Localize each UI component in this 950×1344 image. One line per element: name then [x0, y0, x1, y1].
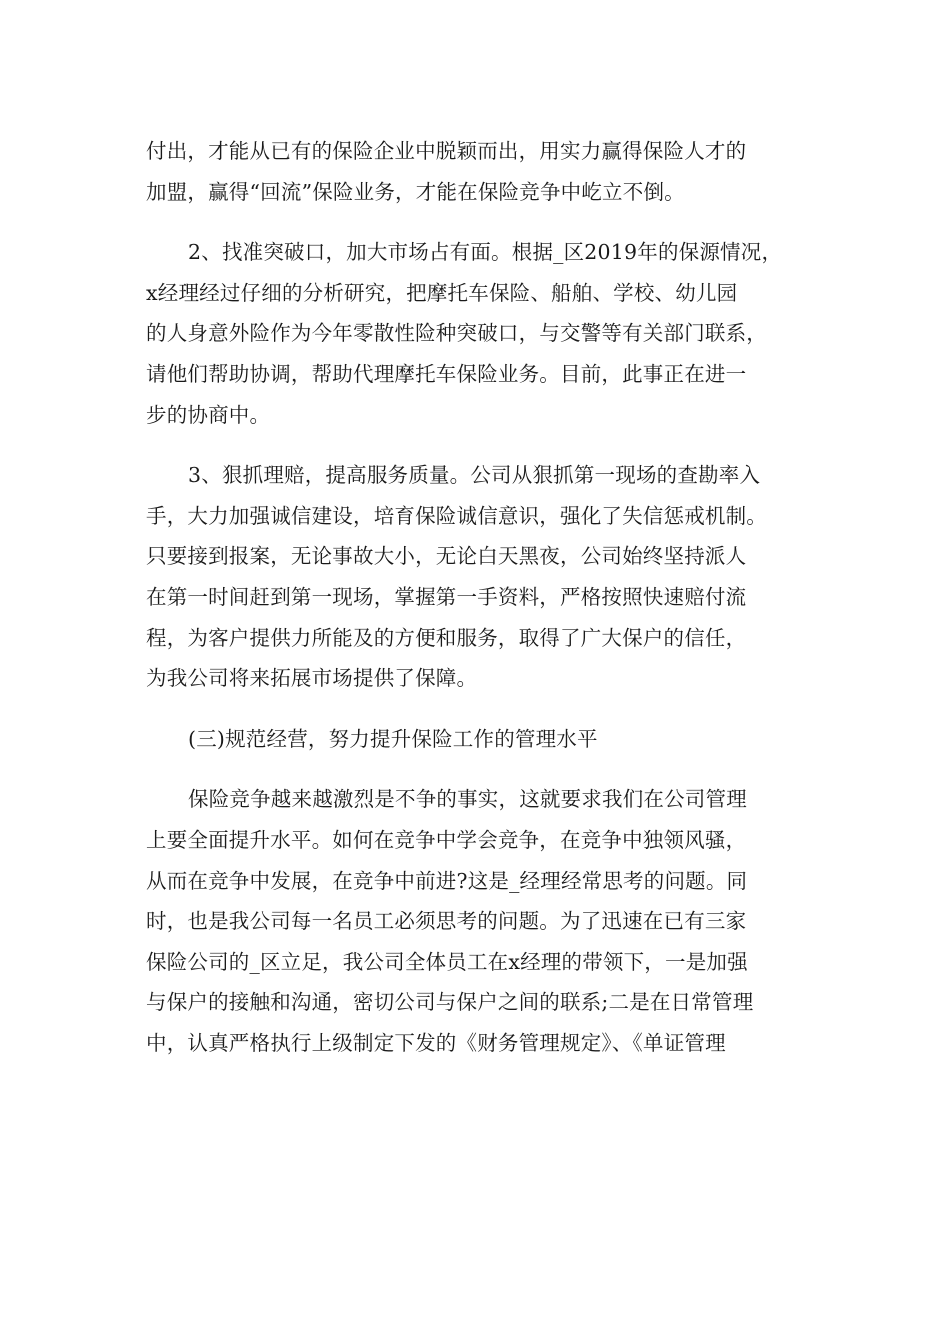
text-line: 只要接到报案，无论事故大小，无论白天黑夜，公司始终坚持派人 — [146, 544, 747, 569]
text-line: 请他们帮助协调，帮助代理摩托车保险业务。目前，此事正在进一 — [146, 361, 747, 386]
text-line: 的人身意外险作为今年零散性险种突破口，与交警等有关部门联系， — [146, 321, 767, 346]
text-line: 3、狠抓理赔，提高服务质量。公司从狠抓第一现场的查勘率入 — [188, 463, 761, 488]
text-line: x经理经过仔细的分析研究，把摩托车保险、船舶、学校、幼儿园 — [146, 280, 738, 305]
paragraph — [146, 131, 806, 212]
text-line: 付出，才能从已有的保险企业中脱颖而出，用实力赢得保险人才的 — [146, 139, 747, 163]
text-line: 步的协商中。 — [146, 402, 271, 427]
text-line: (三)规范经营，努力提升保险工作的管理水平 — [188, 726, 598, 751]
text-line: 与保户的接触和沟通，密切公司与保户之间的联系;二是在日常管理 — [146, 990, 754, 1015]
text-line: 为我公司将来拓展市场提供了保障。 — [146, 666, 478, 691]
document-body — [146, 131, 806, 1063]
text-line: 手，大力加强诚信建设，培育保险诚信意识，强化了失信惩戒机制。 — [146, 503, 767, 528]
text-line: 从而在竞争中发展，在竞争中前进?这是_经理经常思考的问题。同 — [146, 868, 748, 893]
text-line: 2、找准突破口，加大市场占有面。根据_区2019年的保源情况， — [188, 240, 783, 265]
text-line: 中，认真严格执行上级制定下发的《财务管理规定》、《单证管理 — [146, 1030, 726, 1055]
paragraph — [146, 455, 806, 699]
text-line: 上要全面提升水平。如何在竞争中学会竞争，在竞争中独领风骚， — [146, 827, 747, 852]
text-line: 在第一时间赶到第一现场，掌握第一手资料，严格按照快速赔付流 — [146, 584, 747, 609]
text-line: 保险竞争越来越激烈是不争的事实，这就要求我们在公司管理 — [188, 787, 747, 812]
section-heading — [146, 719, 806, 760]
text-line: 加盟，赢得“回流”保险业务，才能在保险竞争中屹立不倒。 — [146, 179, 685, 204]
paragraph — [146, 232, 806, 435]
text-line: 保险公司的_区立足，我公司全体员工在x经理的带领下，一是加强 — [146, 949, 748, 974]
paragraph — [146, 779, 806, 1063]
text-line: 时，也是我公司每一名员工必须思考的问题。为了迅速在已有三家 — [146, 909, 747, 934]
text-line: 程，为客户提供力所能及的方便和服务，取得了广大保户的信任， — [146, 625, 747, 650]
